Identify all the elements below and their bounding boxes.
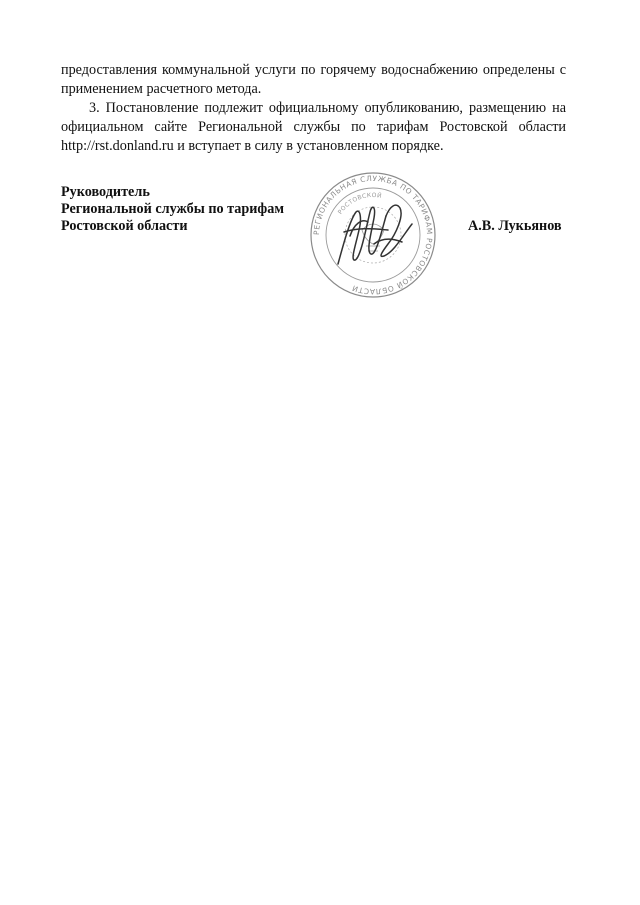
signatory-title-line-1: Руководитель	[61, 184, 150, 200]
signatory-title-line-2: Региональной службы по тарифам	[61, 201, 285, 217]
signatory-position	[61, 184, 284, 235]
paragraph-continuation: предоставления коммунальной услуги по горячему водоснабжению определены с применением расчетного метода.	[61, 62, 566, 97]
document-body	[61, 61, 566, 156]
official-seal-with-signature	[304, 172, 442, 298]
paragraph-3-publication: 3. Постановление подлежит официальному опубликованию, размещению на официальном сайте Региональной службы по тарифам Ростовской области http://rst.donland.ru и вступает в силу в установленном порядке.	[61, 100, 566, 154]
signatory-name: А.В. Лукьянов	[468, 218, 562, 234]
seal-outer-ring	[311, 173, 435, 297]
seal-inner-ring	[326, 188, 420, 282]
seal-inner-text: РОСТОВСКОЙ	[336, 191, 383, 216]
signatory-title-line-3: Ростовской области	[61, 218, 188, 234]
seal-outer-text: РЕГИОНАЛЬНАЯ СЛУЖБА ПО ТАРИФАМ РОСТОВСКОЙ ОБЛАСТИ	[311, 173, 435, 297]
handwritten-signature	[338, 205, 412, 264]
